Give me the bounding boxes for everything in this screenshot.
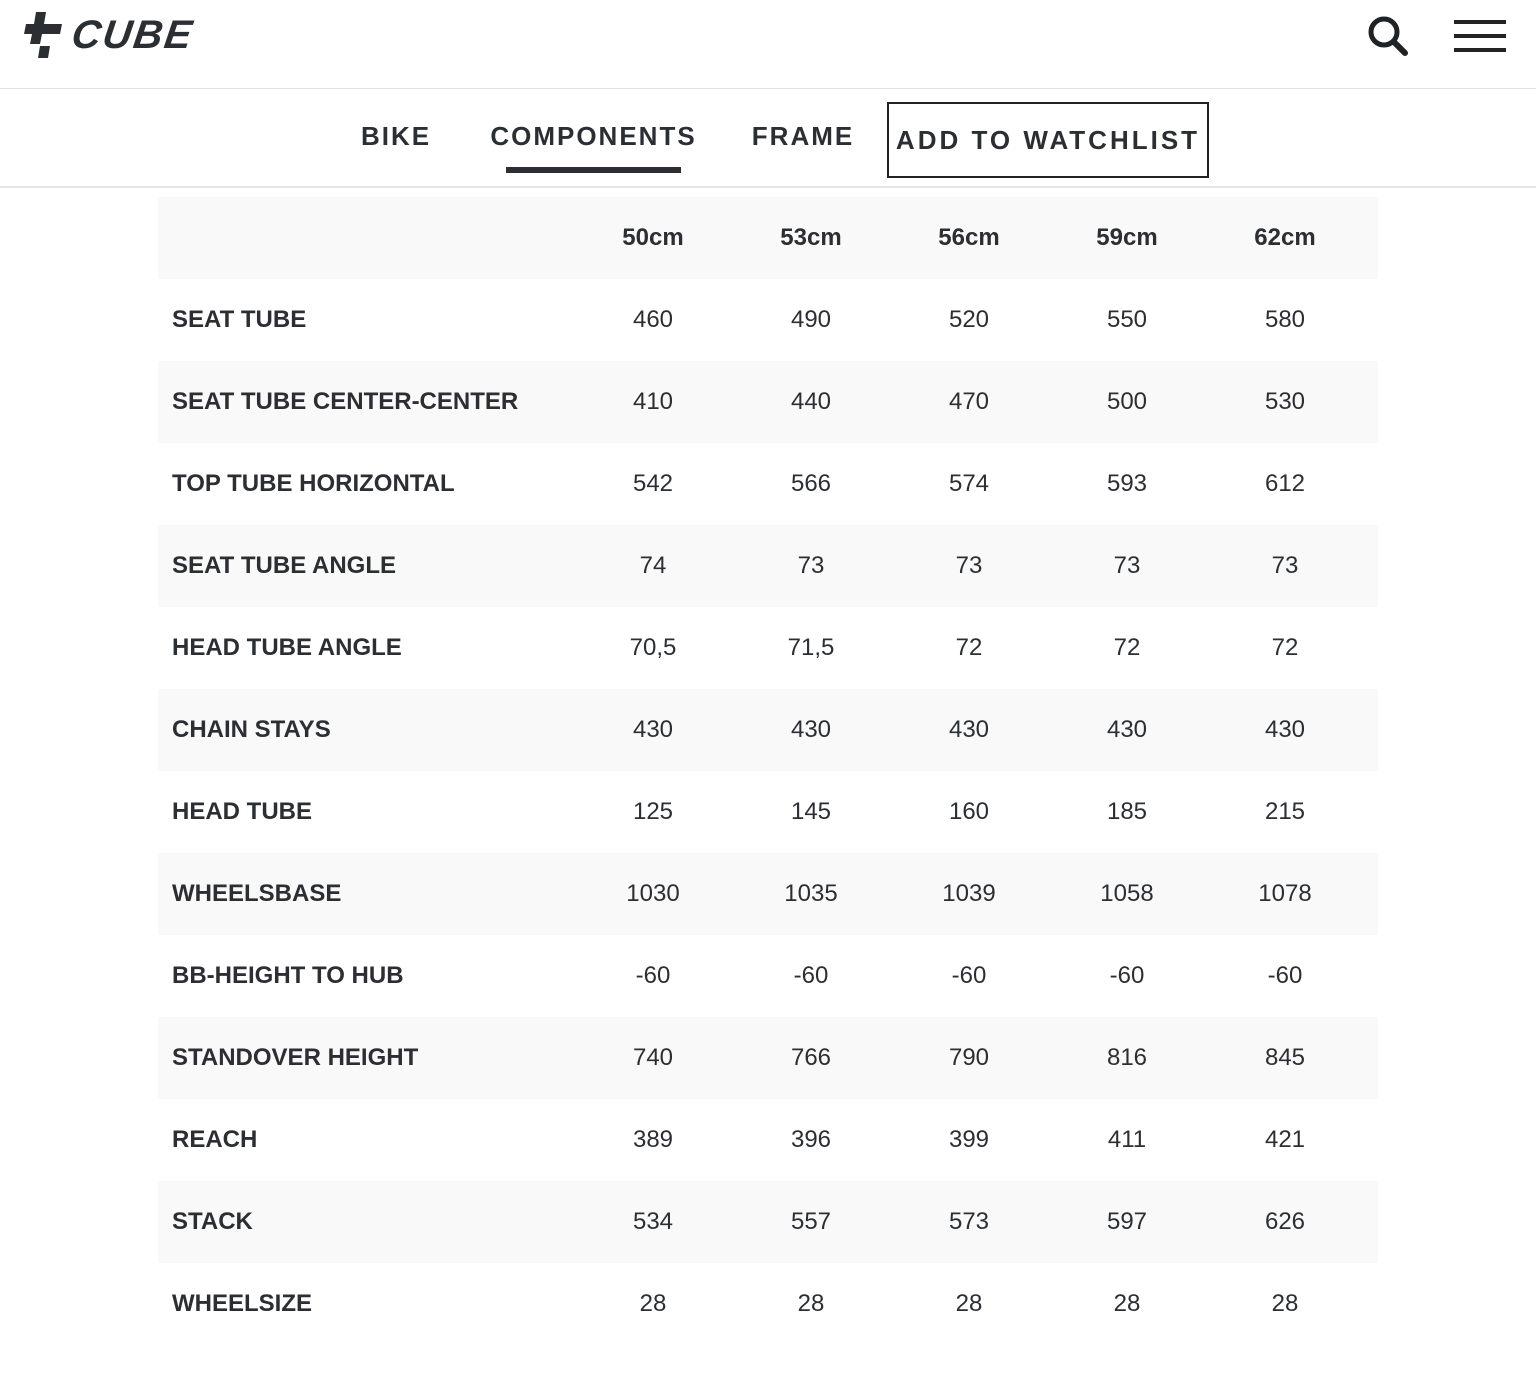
table-cell: 430 [632, 716, 674, 743]
table-cell: 597 [1106, 1208, 1148, 1235]
search-button[interactable] [1364, 12, 1412, 60]
table-cell: 72 [1271, 634, 1299, 661]
table-row [158, 607, 1378, 689]
table-cell: 580 [1264, 306, 1306, 333]
row-label: WHEELSBASE [172, 880, 342, 907]
table-cell: 845 [1264, 1044, 1306, 1071]
row-label: REACH [172, 1126, 258, 1153]
cube-logo[interactable] [22, 10, 197, 60]
table-cell: 470 [948, 388, 990, 415]
table-row [158, 853, 1378, 935]
table-cell: 440 [790, 388, 832, 415]
table-row [158, 443, 1378, 525]
table-cell: 70,5 [629, 634, 677, 661]
tab-frame[interactable] [751, 89, 855, 184]
row-label: BB-HEIGHT TO HUB [172, 962, 404, 989]
table-cell: 28 [1271, 1290, 1299, 1317]
table-cell: 740 [632, 1044, 674, 1071]
table-cell: 790 [948, 1044, 990, 1071]
table-cell: 430 [1264, 716, 1306, 743]
table-cell: 766 [790, 1044, 832, 1071]
table-row [158, 935, 1378, 1017]
table-cell: 28 [1113, 1290, 1141, 1317]
table-cell: 160 [948, 798, 990, 825]
table-cell: 73 [955, 552, 983, 579]
row-label: SEAT TUBE ANGLE [172, 552, 397, 579]
add-to-watchlist-button[interactable] [887, 102, 1209, 178]
table-cell: -60 [793, 962, 829, 989]
table-cell: 185 [1106, 798, 1148, 825]
table-cell: 430 [948, 716, 990, 743]
table-cell: 460 [632, 306, 674, 333]
table-cell: -60 [951, 962, 987, 989]
row-label: CHAIN STAYS [172, 716, 331, 743]
search-icon [1364, 12, 1412, 60]
table-row [158, 1017, 1378, 1099]
table-cell: 74 [639, 552, 667, 579]
geometry-header-row [158, 197, 1378, 279]
row-label: STANDOVER HEIGHT [172, 1044, 419, 1071]
row-label: WHEELSIZE [172, 1290, 313, 1317]
table-cell: 28 [955, 1290, 983, 1317]
table-cell: 28 [639, 1290, 667, 1317]
row-label: HEAD TUBE ANGLE [172, 634, 402, 661]
table-cell: 574 [948, 470, 990, 497]
size-header: 59cm [1096, 224, 1158, 251]
table-cell: 396 [790, 1126, 832, 1153]
table-cell: 1078 [1258, 880, 1312, 907]
site-header [0, 0, 1536, 89]
table-row [158, 525, 1378, 607]
table-cell: 557 [790, 1208, 832, 1235]
table-cell: 399 [948, 1126, 990, 1153]
tab-bike[interactable] [360, 89, 432, 184]
tab-components[interactable] [490, 89, 697, 184]
add-to-watchlist-label: ADD TO WATCHLIST [895, 124, 1201, 155]
row-label: SEAT TUBE [172, 306, 307, 333]
tab-bike-label: BIKE [360, 121, 432, 151]
product-tabs [0, 89, 1536, 188]
table-cell: 411 [1107, 1126, 1147, 1153]
table-cell: 593 [1106, 470, 1148, 497]
table-cell: 534 [632, 1208, 674, 1235]
table-cell: 71,5 [787, 634, 835, 661]
table-cell: 1030 [626, 880, 680, 907]
row-label: STACK [172, 1208, 253, 1235]
table-cell: 490 [790, 306, 832, 333]
table-cell: -60 [1109, 962, 1145, 989]
table-cell: 73 [797, 552, 825, 579]
size-header: 62cm [1254, 224, 1316, 251]
size-header: 53cm [780, 224, 842, 251]
table-cell: 626 [1264, 1208, 1306, 1235]
table-cell: 550 [1106, 306, 1148, 333]
table-cell: 73 [1271, 552, 1299, 579]
table-cell: 1035 [784, 880, 838, 907]
table-cell: 520 [948, 306, 990, 333]
table-cell: 28 [797, 1290, 825, 1317]
table-cell: 73 [1113, 552, 1141, 579]
table-row [158, 1181, 1378, 1263]
cube-logo-icon [22, 10, 66, 60]
tab-components-label: COMPONENTS [490, 121, 697, 151]
size-header: 50cm [622, 224, 684, 251]
table-cell: 430 [790, 716, 832, 743]
table-row [158, 361, 1378, 443]
table-cell: 566 [790, 470, 832, 497]
table-cell: 421 [1264, 1126, 1306, 1153]
table-cell: 573 [948, 1208, 990, 1235]
table-cell: 530 [1264, 388, 1306, 415]
table-cell: 389 [632, 1126, 674, 1153]
table-cell: 542 [632, 470, 674, 497]
geometry-table [158, 197, 1378, 1345]
brand-name: CUBE [68, 12, 197, 57]
tab-frame-label: FRAME [751, 121, 855, 151]
table-cell: 430 [1106, 716, 1148, 743]
table-cell: -60 [1267, 962, 1303, 989]
row-label: HEAD TUBE [172, 798, 313, 825]
size-header: 56cm [938, 224, 1000, 251]
table-cell: 500 [1106, 388, 1148, 415]
hamburger-menu-icon[interactable] [1454, 18, 1508, 54]
table-cell: 410 [632, 388, 674, 415]
table-cell: 1058 [1100, 880, 1154, 907]
table-cell: -60 [635, 962, 671, 989]
table-cell: 215 [1264, 798, 1306, 825]
table-cell: 72 [1113, 634, 1141, 661]
table-cell: 145 [790, 798, 832, 825]
table-row [158, 689, 1378, 771]
table-cell: 816 [1106, 1044, 1148, 1071]
table-cell: 612 [1264, 470, 1306, 497]
table-row [158, 1263, 1378, 1345]
table-row [158, 279, 1378, 361]
table-cell: 125 [632, 798, 674, 825]
table-row [158, 1099, 1378, 1181]
row-label: TOP TUBE HORIZONTAL [172, 470, 455, 497]
row-label: SEAT TUBE CENTER-CENTER [172, 388, 519, 415]
table-row [158, 771, 1378, 853]
table-cell: 72 [955, 634, 983, 661]
table-cell: 1039 [942, 880, 996, 907]
